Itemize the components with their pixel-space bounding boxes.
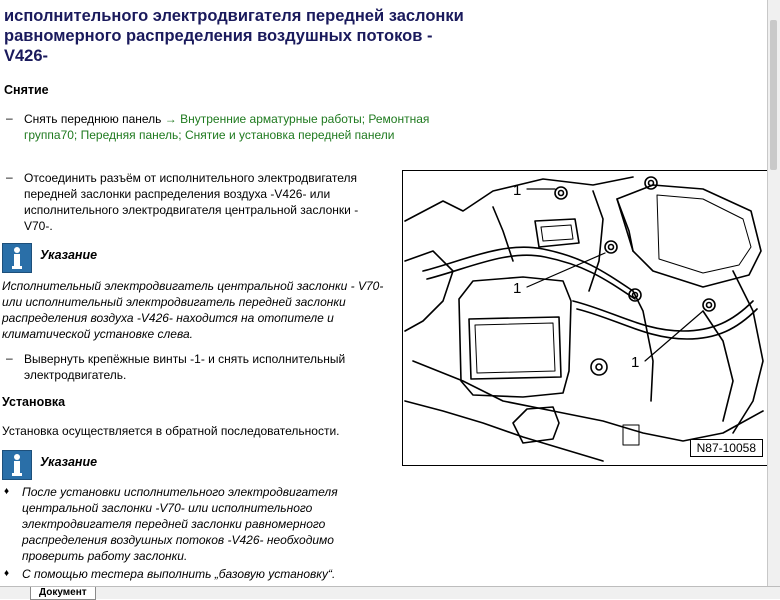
front-panel-link[interactable]: Внутренние арматурные работы; Ремонтная группа70; Передняя панель; Снятие и установка передней панели: [24, 112, 430, 142]
note2-bullet1: После установки исполнительного электродвигателя центральной заслонки -V70- или исполнительного электродвигателя передней заслонки равномерного распределения воздушных потоков -V426- необходимо проверить работу заслонки.: [22, 485, 338, 563]
illustration-drawing: [403, 171, 769, 465]
bullet-marker: ♦: [4, 568, 10, 579]
page-title-text: исполнительного электродвигателя передней заслонки равномерного распределения воздушных потоков -V426-: [4, 7, 464, 65]
vertical-scrollbar[interactable]: [767, 0, 780, 598]
section-removal-heading: Снятие: [4, 83, 49, 97]
bullet-marker: ♦: [4, 486, 10, 497]
info-icon: [2, 450, 32, 480]
step-remove-panel: [24, 111, 434, 143]
dash-marker: –: [6, 170, 13, 184]
section-install-heading: Установка: [2, 395, 66, 409]
dash-marker: –: [6, 351, 13, 365]
step-disconnect-connector: Отсоединить разъём от исполнительного электродвигателя передней заслонки распределения воздуха -V426- или исполнительного электродвигателя центральной заслонки -V70-.: [24, 171, 359, 233]
step-remove-panel-text: Снять переднюю панель: [24, 112, 162, 126]
step-remove-screws: Вывернуть крепёжные винты -1- и снять исполнительный электродвигатель.: [24, 352, 346, 382]
callout-1-right: 1: [631, 354, 640, 371]
link-arrow: →: [164, 112, 177, 126]
note2-title: Указание: [40, 455, 98, 469]
note1-text: Исполнительный электродвигатель центральной заслонки - V70- или исполнительный электродвигатель передней заслонки распределения воздуха -V426- находится на отопителе и климатической установке слева.: [2, 279, 384, 341]
scrollbar-thumb[interactable]: [770, 20, 777, 170]
technical-illustration: [402, 170, 770, 466]
bottom-tab-bar: [0, 586, 780, 599]
figure-label: N87-10058: [690, 439, 763, 457]
install-text: Установка осуществляется в обратной последовательности.: [2, 424, 340, 438]
dash-marker: –: [6, 111, 13, 125]
note2-bullet2: С помощью тестера выполнить „базовую установку“.: [22, 567, 336, 581]
callout-1-top: 1: [513, 182, 522, 199]
callout-1-middle: 1: [513, 280, 522, 297]
note1-title: Указание: [40, 248, 98, 262]
page-title: [4, 6, 474, 66]
document-tab[interactable]: Документ: [30, 587, 96, 600]
info-icon: [2, 243, 32, 273]
